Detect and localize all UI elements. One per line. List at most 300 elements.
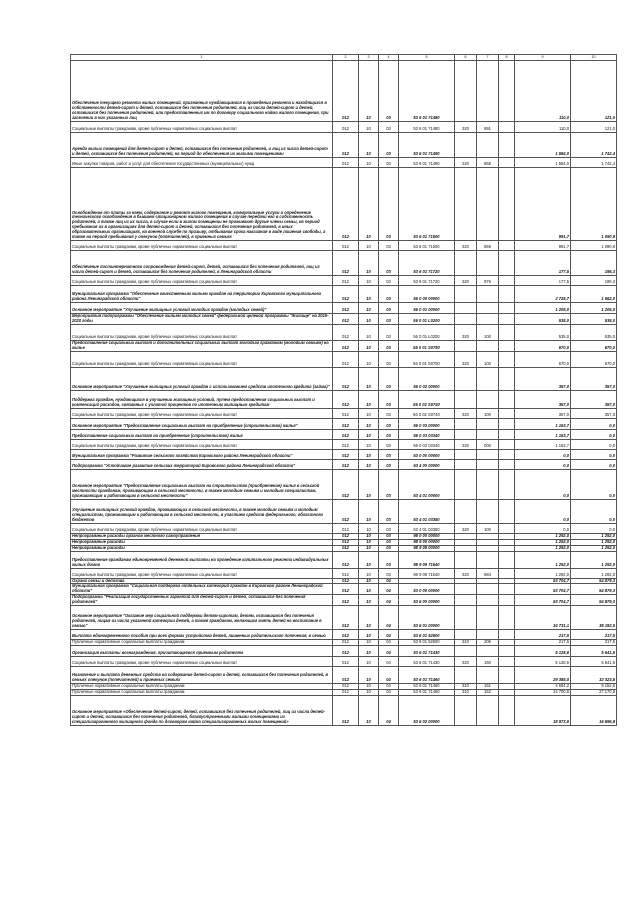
row-name: Социальные выплаты гражданам, кроме публичных нормативных социальных выплат	[71, 439, 333, 449]
row-code-section: 10	[359, 578, 379, 584]
row-name: Подпрограмма "Устойчивое развитие сельских территорий Кировского района Ленинградской области"	[71, 459, 333, 469]
row-amount-year1: 177,5	[515, 276, 571, 286]
row-target-article: 56 0 01 S0750	[399, 351, 455, 367]
row-name: Мероприятия подпрограммы "Обеспечение жильем молодых семей" федеральной целевой программы "Жилище" на 2015-2020 годы	[71, 314, 333, 325]
table-row	[71, 303, 617, 314]
row-name: Назначение и выплата денежных средств на содержание детей-сирот и детей, оставшихся без попечения родителей, в семьях опекунов (попечителей) и приемных семьях	[71, 666, 333, 683]
row-amount-year1: 1 163,7	[515, 418, 571, 429]
row-code-subsection: 03	[379, 286, 399, 303]
row-expense-type: 310	[455, 640, 477, 646]
row-code-section: 10	[359, 533, 379, 539]
table-row	[71, 449, 617, 459]
row-amount-year1: 217,5	[515, 640, 571, 646]
row-name: Иные закупки товаров, работ и услуг для обеспечения государственных (муниципальных) нужд	[71, 158, 333, 168]
row-expense-type	[455, 449, 477, 459]
col-number: 1	[71, 55, 333, 61]
row-name: Муниципальная программа "Развитие сельского хозяйства Кировского района Ленинградской области"	[71, 449, 333, 459]
row-target-article: 53 6 00 00000	[399, 595, 455, 606]
budget-table-sheet	[70, 54, 616, 726]
row-code-ministry: 012	[333, 418, 359, 429]
row-name: Основное мероприятие "Предоставление социальных выплат на приобретение (строительство) жилья"	[71, 418, 333, 429]
row-code-subsection: 04	[379, 666, 399, 683]
row-code-section: 10	[359, 390, 379, 408]
row-extra	[499, 286, 515, 303]
row-code-ministry: 012	[333, 539, 359, 545]
row-target-article: 53 6 01 71720	[399, 251, 455, 276]
row-extra	[499, 251, 515, 276]
row-code-subsection: 04	[379, 578, 399, 584]
row-expense-type	[455, 666, 477, 683]
row-code-section: 10	[359, 251, 379, 276]
row-name: Муниципальная программа "Обеспечение качественным жильем граждан на территории Кировского муниципального района Ленинградской области"	[71, 286, 333, 303]
row-amount-year1: 1 292,0	[515, 545, 571, 551]
row-code-subsection: 03	[379, 340, 399, 351]
row-amount-year1: 1 163,7	[515, 439, 571, 449]
row-amount-year2: 670,0	[571, 351, 617, 367]
row-amount-year1: 1 292,0	[515, 539, 571, 545]
row-expense-type	[455, 418, 477, 429]
row-amount-year2: 1 292,0	[571, 539, 617, 545]
row-amount-year2: 54 879,3	[571, 578, 617, 584]
row-name: Публичные нормативные социальные выплаты гражданам	[71, 640, 333, 646]
table-row	[71, 158, 617, 168]
row-kosgu	[477, 367, 499, 390]
row-expense-type: 320	[455, 351, 477, 367]
row-extra	[499, 61, 515, 122]
row-code-subsection: 04	[379, 656, 399, 666]
row-extra	[499, 469, 515, 499]
row-kosgu	[477, 645, 499, 656]
row-expense-type: 320	[455, 276, 477, 286]
table-row	[71, 606, 617, 630]
row-kosgu: 100	[477, 523, 499, 533]
table-row	[71, 695, 617, 725]
row-amount-year2: 1 090,9	[571, 168, 617, 241]
row-code-ministry: 012	[333, 533, 359, 539]
row-amount-year2: 0,0	[571, 418, 617, 429]
row-expense-type	[455, 459, 477, 469]
row-code-ministry: 012	[333, 429, 359, 439]
row-code-subsection: 04	[379, 606, 399, 630]
row-code-ministry: 012	[333, 666, 359, 683]
row-code-section: 10	[359, 545, 379, 551]
row-extra	[499, 324, 515, 340]
table-row	[71, 656, 617, 666]
row-amount-year1: 1 292,0	[515, 533, 571, 539]
row-code-section: 10	[359, 645, 379, 656]
row-code-subsection: 03	[379, 459, 399, 469]
row-name: Социальные выплаты гражданам, кроме публичных нормативных социальных выплат	[71, 351, 333, 367]
row-target-article: 98 9 09 00000	[399, 545, 455, 551]
row-amount-year1: 0,0	[515, 449, 571, 459]
row-expense-type	[455, 286, 477, 303]
row-target-article: 56 0 01 00000	[399, 303, 455, 314]
row-extra	[499, 459, 515, 469]
row-target-article: 53 0 00 00000	[399, 584, 455, 595]
table-row	[71, 666, 617, 683]
row-code-subsection: 03	[379, 523, 399, 533]
row-target-article: 56 0 03 03340	[399, 439, 455, 449]
row-code-ministry: 012	[333, 656, 359, 666]
row-amount-year1: 1 584,0	[515, 158, 571, 168]
row-amount-year2: 195,3	[571, 276, 617, 286]
row-expense-type	[455, 367, 477, 390]
col-number: 3	[359, 55, 379, 61]
row-amount-year2: 535,0	[571, 324, 617, 340]
row-amount-year2: 54 879,3	[571, 595, 617, 606]
row-amount-year1: 535,0	[515, 324, 571, 340]
table-row	[71, 595, 617, 606]
row-extra	[499, 351, 515, 367]
row-amount-year1: 110,0	[515, 122, 571, 133]
row-code-section: 10	[359, 61, 379, 122]
table-row	[71, 168, 617, 241]
row-extra	[499, 645, 515, 656]
row-code-subsection: 03	[379, 545, 399, 551]
row-code-ministry: 012	[333, 324, 359, 340]
row-amount-year2: 1 292,0	[571, 533, 617, 539]
row-target-article: 56 0 00 00000	[399, 286, 455, 303]
row-extra	[499, 695, 515, 725]
row-target-article: 53 6 01 71430	[399, 645, 455, 656]
table-row	[71, 351, 617, 367]
row-code-section: 10	[359, 551, 379, 568]
row-kosgu	[477, 584, 499, 595]
row-amount-year1: 24 700,8	[515, 689, 571, 695]
row-amount-year2: 217,5	[571, 640, 617, 646]
row-name: Социальные выплаты гражданам, кроме публичных нормативных социальных выплат	[71, 241, 333, 251]
row-expense-type	[455, 551, 477, 568]
row-amount-year2: 38 182,5	[571, 606, 617, 630]
row-code-subsection: 03	[379, 303, 399, 314]
row-code-subsection: 03	[379, 408, 399, 418]
row-code-section: 10	[359, 303, 379, 314]
row-expense-type: 320	[455, 568, 477, 578]
table-row	[71, 276, 617, 286]
row-amount-year2: 0,0	[571, 459, 617, 469]
row-code-subsection: 03	[379, 276, 399, 286]
row-name: Поддержка граждан, нуждающихся в улучшении жилищных условий, путем предоставления социальных выплат и компенсаций расходов, связанных с уплатой процентов по ипотечным жилищным кредитам	[71, 390, 333, 408]
row-target-article: 53 6 01 00000	[399, 606, 455, 630]
row-code-ministry: 012	[333, 340, 359, 351]
row-amount-year1: 0,0	[515, 469, 571, 499]
row-code-subsection: 04	[379, 695, 399, 725]
row-target-article: 53 6 02 00000	[399, 695, 455, 725]
row-expense-type	[455, 390, 477, 408]
row-code-subsection: 03	[379, 241, 399, 251]
col-number: 8	[499, 55, 515, 61]
row-name: Основное мероприятие "Оказание мер социальной поддержки детям-сиротам, детям, оставшимся без попечения родителей, лицам из числа указанной категории детей, а также гражданам, желающим взять детей на воспитание в семью"	[71, 606, 333, 630]
row-name: Подпрограмма "Реализация государственных гарантий для детей-сирот и детей, оставшихся без попечения родителей"	[71, 595, 333, 606]
row-code-section: 10	[359, 630, 379, 640]
row-kosgu	[477, 133, 499, 158]
row-target-article: 56 0 03 00000	[399, 418, 455, 429]
row-expense-type	[455, 303, 477, 314]
row-code-subsection: 04	[379, 645, 399, 656]
row-code-ministry: 012	[333, 439, 359, 449]
row-code-section: 10	[359, 689, 379, 695]
row-amount-year2: 670,0	[571, 340, 617, 351]
row-name: Социальные выплаты гражданам, кроме публичных нормативных социальных выплат	[71, 523, 333, 533]
row-code-subsection: 03	[379, 367, 399, 390]
row-code-subsection: 03	[379, 133, 399, 158]
row-code-ministry: 012	[333, 545, 359, 551]
row-amount-year1: 29 385,0	[515, 666, 571, 683]
row-code-section: 10	[359, 122, 379, 133]
row-expense-type	[455, 469, 477, 499]
table-row	[71, 439, 617, 449]
row-code-section: 10	[359, 469, 379, 499]
row-expense-type: 320	[455, 122, 477, 133]
row-expense-type	[455, 251, 477, 276]
row-extra	[499, 568, 515, 578]
row-target-article: 53 6 01 71490	[399, 158, 455, 168]
row-code-section: 10	[359, 314, 379, 325]
row-code-subsection: 04	[379, 683, 399, 689]
row-amount-year2: 217,5	[571, 630, 617, 640]
row-name: Социальные выплаты гражданам, кроме публичных нормативных социальных выплат	[71, 122, 333, 133]
row-code-section: 10	[359, 595, 379, 606]
row-code-section: 10	[359, 408, 379, 418]
row-code-subsection: 03	[379, 533, 399, 539]
row-code-ministry: 012	[333, 449, 359, 459]
row-name: Непрограммные расходы	[71, 539, 333, 545]
row-code-subsection: 03	[379, 499, 399, 523]
row-code-section: 10	[359, 168, 379, 241]
table-row	[71, 469, 617, 499]
col-number: 4	[379, 55, 399, 61]
row-kosgu	[477, 551, 499, 568]
row-target-article: 63 4 01 00000	[399, 469, 455, 499]
row-target-article: 53 6 01 71480	[399, 122, 455, 133]
row-amount-year2: 357,0	[571, 408, 617, 418]
row-expense-type: 320	[455, 523, 477, 533]
row-code-subsection: 04	[379, 595, 399, 606]
row-target-article: 53 6 01 71430	[399, 656, 455, 666]
row-target-article: 56 0 01 S0750	[399, 340, 455, 351]
table-row	[71, 390, 617, 408]
row-amount-year1: 357,0	[515, 367, 571, 390]
row-kosgu	[477, 251, 499, 276]
row-code-ministry: 012	[333, 241, 359, 251]
row-amount-year1: 110,0	[515, 61, 571, 122]
row-code-ministry: 012	[333, 640, 359, 646]
row-amount-year2: 1 205,0	[571, 303, 617, 314]
row-kosgu: 869	[477, 241, 499, 251]
row-kosgu	[477, 168, 499, 241]
row-expense-type	[455, 499, 477, 523]
row-amount-year2: 16 696,8	[571, 695, 617, 725]
row-name: Аренда жилых помещений для детей-сирот и детей, оставшихся без попечения родителей, и лиц из числа детей-сирот и детей, оставшихся без попечения родителей, на период до обеспечения их жилыми помещениями	[71, 133, 333, 158]
row-code-ministry: 012	[333, 645, 359, 656]
row-extra	[499, 340, 515, 351]
row-code-subsection: 04	[379, 584, 399, 595]
row-amount-year1: 1 163,7	[515, 429, 571, 439]
row-code-subsection: 04	[379, 640, 399, 646]
table-row	[71, 61, 617, 122]
row-target-article: 53 6 01 71500	[399, 241, 455, 251]
row-kosgu	[477, 314, 499, 325]
row-expense-type	[455, 645, 477, 656]
row-code-ministry: 012	[333, 695, 359, 725]
row-kosgu	[477, 303, 499, 314]
row-kosgu: 000	[477, 439, 499, 449]
row-amount-year1: 0,0	[515, 459, 571, 469]
row-code-ministry: 012	[333, 408, 359, 418]
row-expense-type: 320	[455, 241, 477, 251]
row-amount-year2: 1 292,0	[571, 545, 617, 551]
row-name: Непрограммные расходы	[71, 545, 333, 551]
row-name: Социальные выплаты гражданам, кроме публичных нормативных социальных выплат	[71, 656, 333, 666]
row-code-section: 10	[359, 539, 379, 545]
row-extra	[499, 418, 515, 429]
row-code-ministry: 012	[333, 469, 359, 499]
row-extra	[499, 429, 515, 439]
row-extra	[499, 241, 515, 251]
row-amount-year2: 0,0	[571, 499, 617, 523]
row-code-section: 10	[359, 340, 379, 351]
row-code-subsection: 03	[379, 158, 399, 168]
row-code-ministry: 012	[333, 168, 359, 241]
row-code-section: 10	[359, 666, 379, 683]
row-code-section: 10	[359, 459, 379, 469]
row-expense-type: 320	[455, 656, 477, 666]
row-amount-year1: 991,7	[515, 241, 571, 251]
row-code-section: 10	[359, 449, 379, 459]
row-code-ministry: 012	[333, 314, 359, 325]
row-expense-type	[455, 133, 477, 158]
row-extra	[499, 523, 515, 533]
row-target-article: 63 4 00 00000	[399, 459, 455, 469]
row-target-article: 63 4 01 03350	[399, 499, 455, 523]
row-amount-year2: 357,0	[571, 390, 617, 408]
row-name: Охрана семьи и детства	[71, 578, 333, 584]
table-row	[71, 584, 617, 595]
row-amount-year1: 4 684,2	[515, 683, 571, 689]
col-number: 2	[333, 55, 359, 61]
row-name: Социальные выплаты гражданам, кроме публичных нормативных социальных выплат	[71, 324, 333, 340]
row-amount-year2: 0,0	[571, 429, 617, 439]
row-code-section: 10	[359, 656, 379, 666]
row-code-ministry: 012	[333, 276, 359, 286]
row-code-ministry: 012	[333, 61, 359, 122]
col-number: 6	[455, 55, 477, 61]
row-extra	[499, 551, 515, 568]
row-amount-year2: 1 562,0	[571, 286, 617, 303]
row-expense-type	[455, 314, 477, 325]
row-code-section: 10	[359, 276, 379, 286]
table-row	[71, 429, 617, 439]
row-kosgu	[477, 418, 499, 429]
row-code-ministry: 012	[333, 689, 359, 695]
row-kosgu	[477, 449, 499, 459]
row-target-article: 53 6 01 71460	[399, 683, 455, 689]
row-code-ministry: 012	[333, 459, 359, 469]
row-kosgu	[477, 630, 499, 640]
row-code-ministry: 012	[333, 578, 359, 584]
row-amount-year1: 53 704,7	[515, 578, 571, 584]
row-target-article: 56 0 01 L0200	[399, 314, 455, 325]
row-expense-type	[455, 595, 477, 606]
table-row	[71, 459, 617, 469]
row-amount-year2: 1 090,9	[571, 241, 617, 251]
row-amount-year1: 1 584,0	[515, 133, 571, 158]
table-row	[71, 286, 617, 303]
row-amount-year1: 217,5	[515, 630, 571, 640]
col-number: 9	[515, 55, 571, 61]
row-name: Публичные нормативные социальные выплаты гражданам	[71, 683, 333, 689]
row-code-ministry: 012	[333, 683, 359, 689]
row-amount-year2: 121,0	[571, 61, 617, 122]
row-target-article: 63 4 01 03350	[399, 523, 455, 533]
row-name: Основное мероприятие "Улучшение жилищных условий граждан с использованием средств ипотечного кредита (займа)"	[71, 367, 333, 390]
row-amount-year1: 0,0	[515, 499, 571, 523]
row-kosgu: 884	[477, 568, 499, 578]
row-amount-year1: 670,0	[515, 351, 571, 367]
row-kosgu: 100	[477, 351, 499, 367]
col-number: 10	[571, 55, 617, 61]
row-name: Основное мероприятие «Обеспечение детей-сирот, детей, оставшихся без попечения родителей, лиц из числа детей-сирот и детей, оставшихся без попечения родителей, благоустроенными жилыми помещениями из специализированного жилищного фонда по договорам найма специализированных жилых помещений»	[71, 695, 333, 725]
row-name: Выплата единовременного пособия при всех формах устройства детей, лишенных родительского попечения, в семью	[71, 630, 333, 640]
row-expense-type	[455, 429, 477, 439]
row-kosgu	[477, 595, 499, 606]
row-kosgu	[477, 695, 499, 725]
row-code-ministry: 012	[333, 286, 359, 303]
row-amount-year1: 670,0	[515, 340, 571, 351]
row-amount-year1: 357,0	[515, 408, 571, 418]
row-expense-type	[455, 340, 477, 351]
row-code-section: 10	[359, 683, 379, 689]
table-row	[71, 324, 617, 340]
row-code-ministry: 012	[333, 606, 359, 630]
table-row	[71, 367, 617, 390]
row-extra	[499, 314, 515, 325]
row-code-ministry: 012	[333, 595, 359, 606]
row-code-subsection: 03	[379, 429, 399, 439]
row-amount-year1: 53 704,7	[515, 595, 571, 606]
row-kosgu	[477, 61, 499, 122]
row-extra	[499, 303, 515, 314]
row-code-section: 10	[359, 133, 379, 158]
row-extra	[499, 595, 515, 606]
row-amount-year2: 0,0	[571, 523, 617, 533]
row-name: Социальные выплаты гражданам, кроме публичных нормативных социальных выплат	[71, 568, 333, 578]
row-code-subsection: 03	[379, 390, 399, 408]
table-row	[71, 568, 617, 578]
row-kosgu	[477, 606, 499, 630]
row-extra	[499, 606, 515, 630]
row-target-article: 53 6 01 52600	[399, 630, 455, 640]
row-expense-type: 240	[455, 158, 477, 168]
row-name: Предоставление гражданам единовременной денежной выплаты на проведение капитального ремонта индивидуальных жилых домов	[71, 551, 333, 568]
row-code-subsection: 03	[379, 251, 399, 276]
row-amount-year2: 195,3	[571, 251, 617, 276]
row-expense-type: 310	[455, 689, 477, 695]
row-code-ministry: 012	[333, 584, 359, 595]
row-amount-year2: 27 170,9	[571, 689, 617, 695]
row-target-article: 98 9 00 00000	[399, 539, 455, 545]
row-expense-type: 320	[455, 408, 477, 418]
row-kosgu	[477, 469, 499, 499]
row-target-article: 56 0 02 S0740	[399, 390, 455, 408]
row-amount-year2: 535,0	[571, 314, 617, 325]
row-kosgu: 100	[477, 408, 499, 418]
row-amount-year2: 121,0	[571, 122, 617, 133]
row-kosgu	[477, 390, 499, 408]
row-amount-year2: 1 742,4	[571, 158, 617, 168]
row-extra	[499, 449, 515, 459]
row-amount-year1: 18 973,6	[515, 695, 571, 725]
